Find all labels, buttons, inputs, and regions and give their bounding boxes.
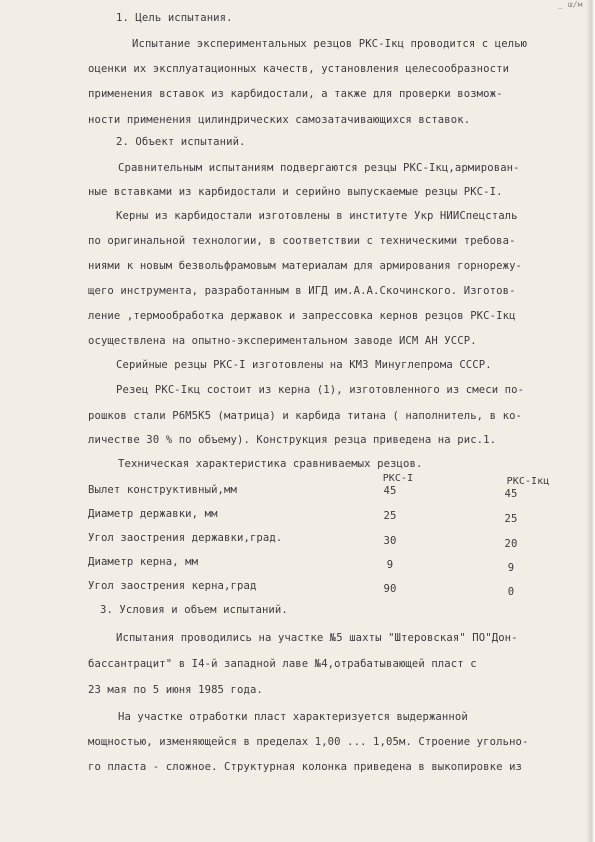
corner-mark: _ ш/м xyxy=(558,0,583,9)
table-cell: 0 xyxy=(507,586,515,598)
paragraph-line: Резец РКС-Iкц состоит из керна (1), изготовленного из смеси по- xyxy=(116,384,525,396)
paragraph-line: рошков стали Р6М5К5 (матрица) и карбида титана ( наполнитель, в ко- xyxy=(88,410,523,422)
paragraph-line: Серийные резцы РКС-I изготовлены на КМЗ Минуглепрома СССР. xyxy=(116,359,492,371)
paragraph-line: го пласта - сложное. Структурная колонка приведена в выкопировке из xyxy=(88,761,523,773)
table-cell: 20 xyxy=(504,538,518,550)
paragraph-line: применения вставок из карбидостали, а также для проверки возмож- xyxy=(88,88,503,100)
paragraph-line: мощностью, изменяющейся в пределах 1,00 ... 1,05м. Строение угольно- xyxy=(88,736,529,748)
table-header-rks1kc: РКС-Iкц xyxy=(506,476,550,487)
paragraph-line: Испытания проводились на участке №5 шахты "Штеровская" ПО"Дон- xyxy=(116,632,518,644)
table-cell: 25 xyxy=(383,510,397,522)
section-2-heading: 2. Объект испытаний. xyxy=(116,136,246,148)
table-row-label: Угол заострения керна,град xyxy=(88,580,257,592)
table-row-label: Диаметр керна, мм xyxy=(88,556,199,568)
table-row-label: Диаметр державки, мм xyxy=(88,508,218,520)
paragraph-line: На участке отработки пласт характеризуется выдержанной xyxy=(118,711,468,723)
paragraph-line: бассантрацит" в I4-й западной лаве №4,отрабатывающей пласт с xyxy=(88,658,477,670)
section-1-heading: 1. Цель испытания. xyxy=(116,12,233,24)
paragraph-line: личестве 30 % по объему). Конструкция резца приведена на рис.1. xyxy=(88,434,497,446)
table-cell: 30 xyxy=(383,535,397,547)
paragraph-line: 23 мая по 5 июня 1985 года. xyxy=(88,684,263,696)
paragraph-line: Испытание экспериментальных резцов РКС-Iкц проводится с целью xyxy=(132,38,528,50)
table-cell: 45 xyxy=(504,488,518,500)
table-cell: 90 xyxy=(383,583,397,595)
table-header-rks1: РКС-I xyxy=(382,473,414,484)
paragraph-line: ление ,термообработка державок и запрессовка кернов резцов РКС-Iкц xyxy=(88,310,516,322)
paragraph-line: Сравнительным испытаниям подвергаются резцы РКС-Iкц,армирован- xyxy=(118,162,520,174)
page-edge xyxy=(586,0,595,842)
section-3-heading: 3. Условия и объем испытаний. xyxy=(100,604,288,616)
paragraph-line: ности применения цилиндрических самозатачивающихся вставок. xyxy=(88,114,471,126)
table-cell: 25 xyxy=(504,513,518,525)
table-row-label: Вылет конструктивный,мм xyxy=(88,484,237,496)
paragraph-line: оценки их эксплуатационных качеств, установления целесообразности xyxy=(88,63,510,75)
paragraph-line: ниями к новым безвольфрамовым материалам для армирования горнорежу- xyxy=(88,260,523,272)
table-cell: 9 xyxy=(386,559,394,571)
table-cell: 9 xyxy=(507,562,515,574)
table-cell: 45 xyxy=(383,485,397,497)
paragraph-line: ные вставками из карбидостали и серийно выпускаемые резцы РКС-I. xyxy=(88,186,503,198)
paragraph-line: щего инструмента, разработанным в ИГД им.А.А.Скочинского. Изготов- xyxy=(88,285,516,297)
table-caption: Техническая характеристика сравниваемых резцов. xyxy=(118,458,423,470)
paragraph-line: по оригинальной технологии, в соответствии с техническими требова- xyxy=(88,235,516,247)
paragraph-line: осуществлена на опытно-экспериментальном заводе ИСМ АН УССР. xyxy=(88,335,477,347)
table-row-label: Угол заострения державки,град. xyxy=(88,532,283,544)
paragraph-line: Керны из карбидостали изготовлены в институте Укр НИИСпецсталь xyxy=(116,210,518,222)
